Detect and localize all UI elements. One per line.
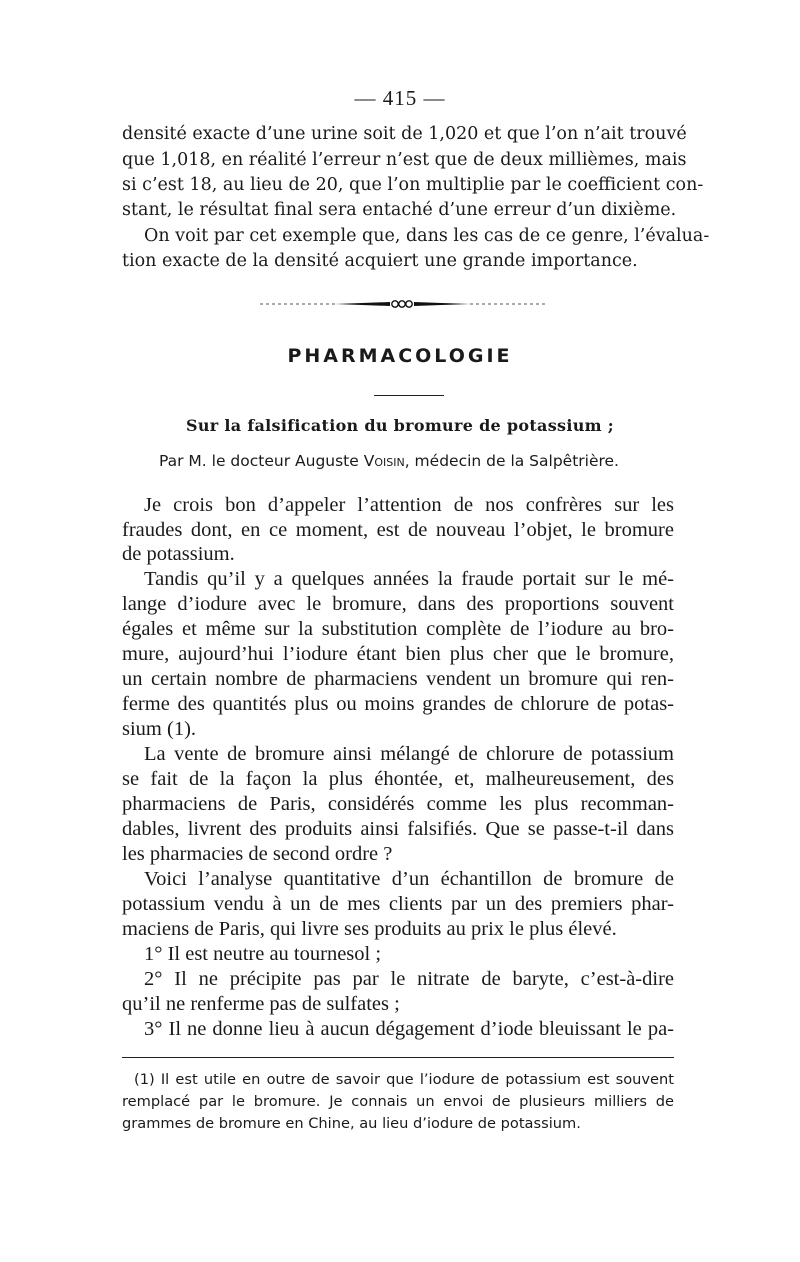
title-rule (374, 395, 444, 396)
text-line: dables, livrent des produits ainsi falsifiés. Que se passe-t-il dans (122, 818, 674, 840)
text-line: fraudes dont, en ce moment, est de nouveau l’objet, le bromure (122, 519, 674, 541)
text-line: 1° Il est neutre au tournesol ; (144, 943, 382, 965)
text-line: stant, le résultat final sera entaché d’une erreur d’un dixième. (122, 200, 677, 220)
text-line: maciens de Paris, qui livre ses produits au prix le plus élevé. (122, 918, 617, 940)
text-line: 3° Il ne donne lieu à aucun dégagement d’iode bleuissant le pa- (144, 1018, 674, 1040)
author-name: Voisin (363, 452, 405, 470)
text-line: Je crois bon d’appeler l’attention de nos confrères sur les (144, 494, 674, 516)
article-title: Sur la falsification du bromure de potassium ; (186, 416, 614, 435)
footnote-line: remplacé par le bromure. Je connais un envoi de plusieurs milliers de (122, 1093, 674, 1110)
text-line: On voit par cet exemple que, dans les cas de ce genre, l’évalua- (144, 226, 710, 246)
text-line: La vente de bromure ainsi mélangé de chlorure de potassium (144, 743, 674, 765)
text-line: 2° Il ne précipite pas par le nitrate de baryte, c’est-à-dire (144, 968, 674, 990)
section-title: PHARMACOLOGIE (287, 345, 513, 367)
footnote-line: grammes de bromure en Chine, au lieu d’iodure de potassium. (122, 1115, 581, 1132)
text-line: si c’est 18, au lieu de 20, que l’on multiplie par le coefficient con- (122, 175, 704, 195)
text-line: égales et même sur la substitution complète de l’iodure au bro- (122, 618, 674, 640)
ornament-divider (250, 298, 550, 310)
text-line: densité exacte d’une urine soit de 1,020 et que l’on n’ait trouvé (122, 124, 687, 144)
text-line: mure, aujourd’hui l’iodure étant bien plus cher que le bromure, (122, 643, 674, 665)
text-line: un certain nombre de pharmaciens vendent un bromure qui ren- (122, 668, 674, 690)
text-line: se fait de la façon la plus éhontée, et, malheureusement, des (122, 768, 674, 790)
text-line: pharmaciens de Paris, considérés comme les plus recomman- (122, 793, 674, 815)
text-line: Voici l’analyse quantitative d’un échantillon de bromure de (144, 868, 674, 890)
byline-prefix: Par M. le docteur Auguste (158, 452, 359, 470)
text-line: sium (1). (122, 718, 197, 740)
text-line: que 1,018, en réalité l’erreur n’est que de deux millièmes, mais (122, 150, 687, 170)
text-line: qu’il ne renferme pas de sulfates ; (122, 993, 400, 1015)
text-line: les pharmacies de second ordre ? (122, 843, 393, 865)
text-line: potassium vendu à un de mes clients par un des premiers phar- (122, 893, 674, 915)
footnote-rule (122, 1057, 674, 1058)
byline (0, 452, 778, 470)
text-line: ferme des quantités plus ou moins grandes de chlorure de potas- (122, 693, 674, 715)
text-line: lange d’iodure avec le bromure, dans des proportions souvent (122, 593, 674, 615)
text-line: Tandis qu’il y a quelques années la fraude portait sur le mé- (144, 568, 674, 590)
footnote-line: (1) Il est utile en outre de savoir que l’iodure de potassium est souvent (134, 1071, 674, 1088)
page-number: — 415 — (354, 86, 446, 110)
byline-suffix: , médecin de la Salpêtrière. (404, 452, 619, 470)
text-line: de potassium. (122, 543, 235, 565)
text-line: tion exacte de la densité acquiert une grande importance. (122, 251, 638, 271)
